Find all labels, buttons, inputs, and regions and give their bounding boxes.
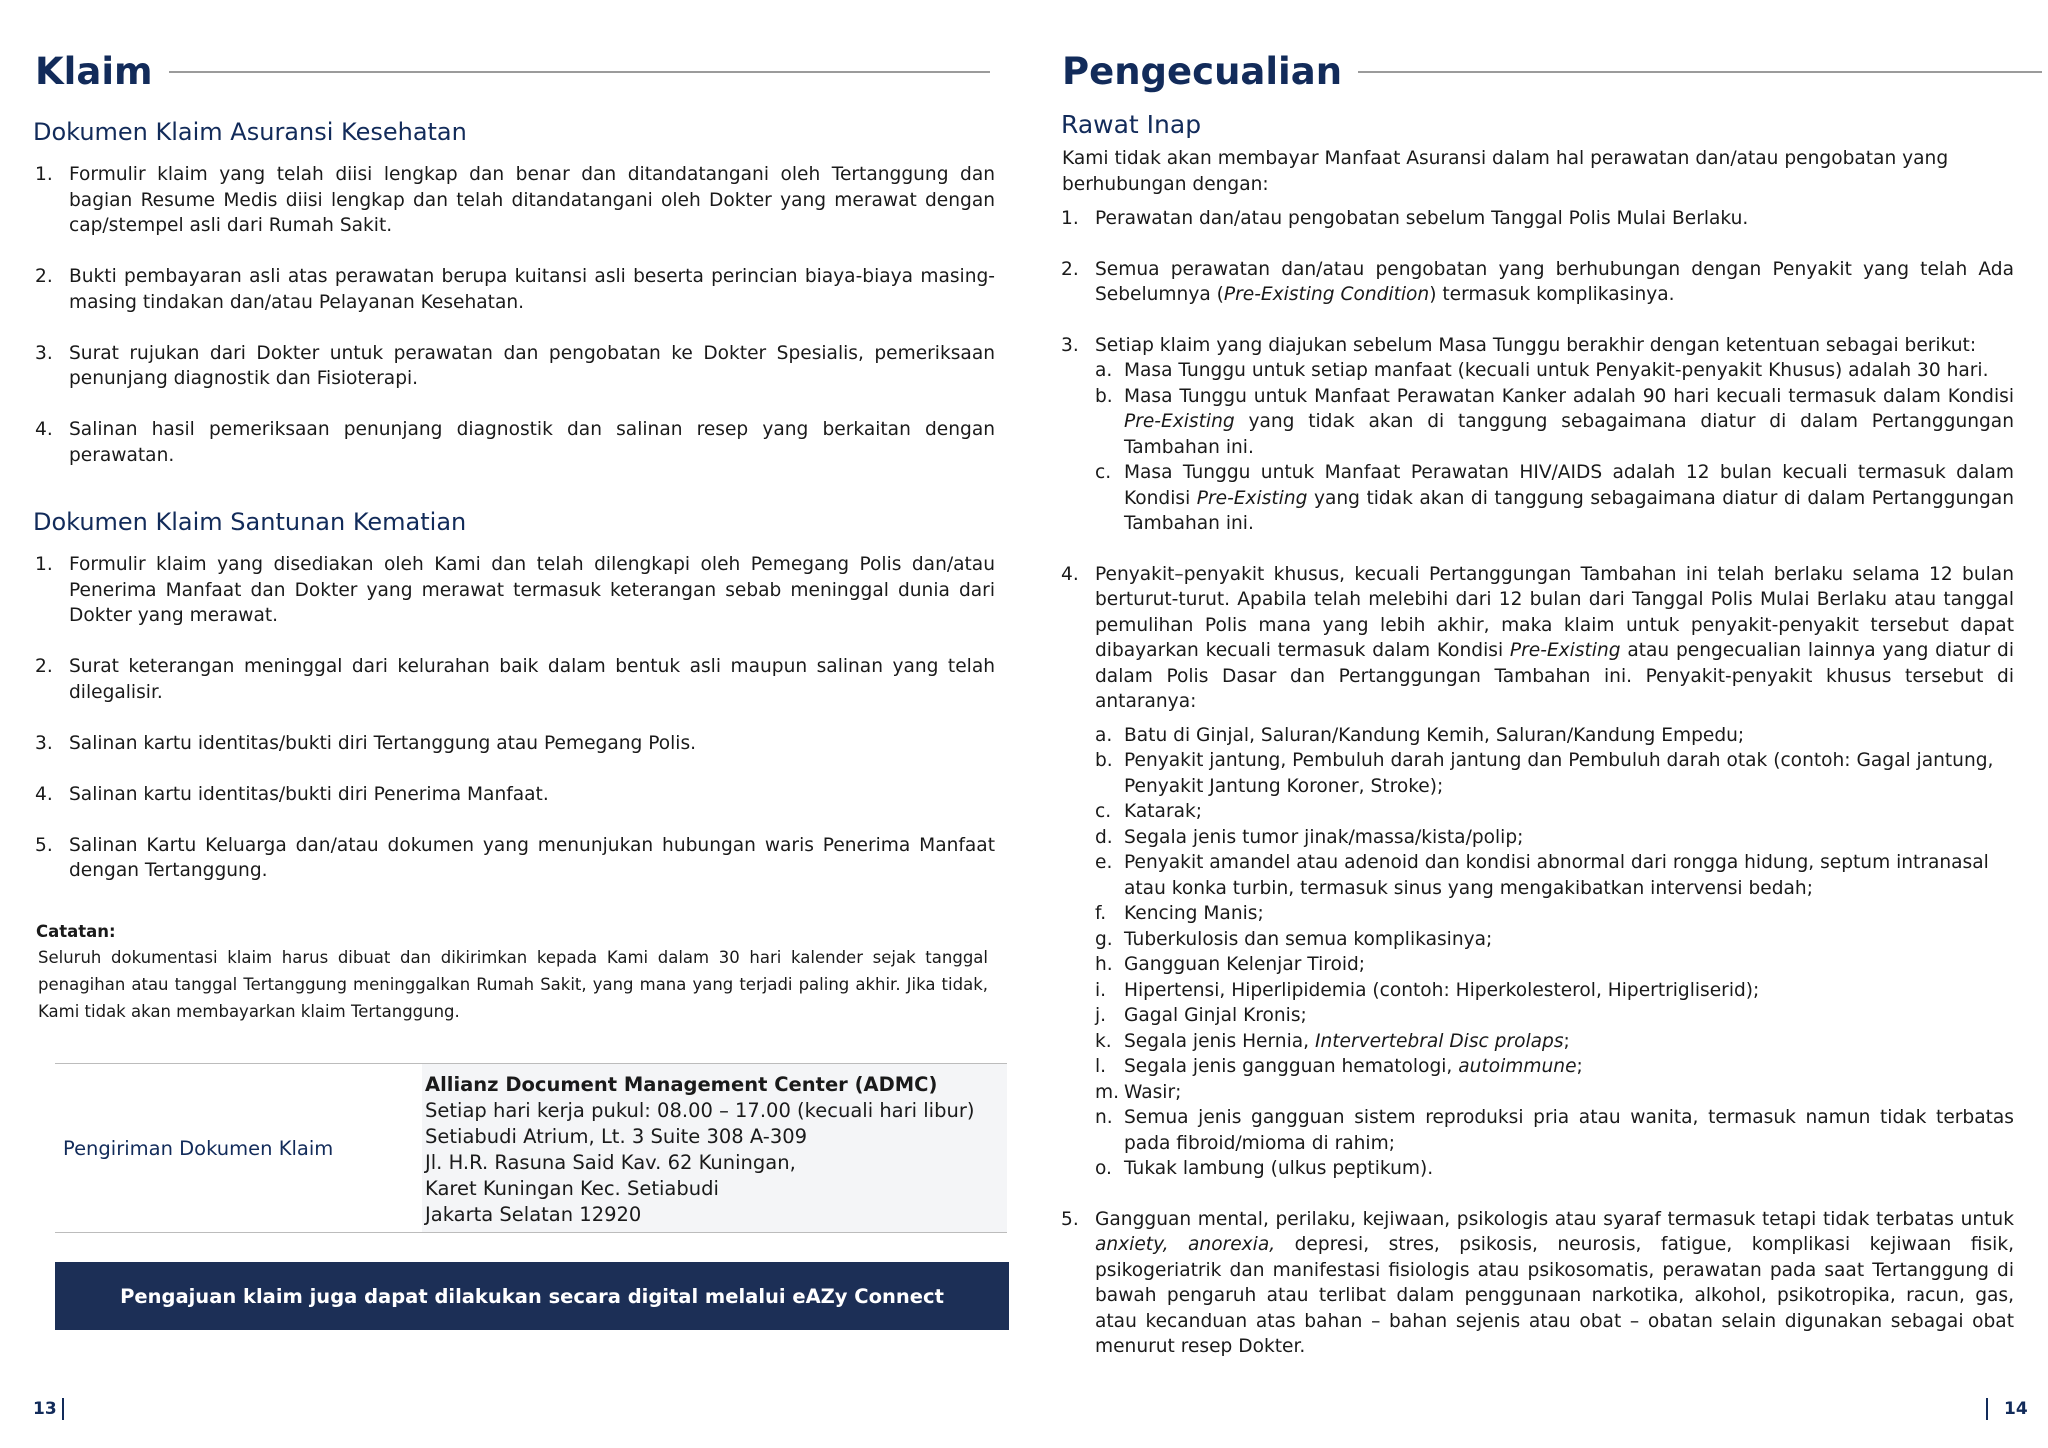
list-item: 4. Salinan kartu identitas/bukti diri Penerima Manfaat. xyxy=(35,783,549,805)
sub-list-item: m. Wasir; xyxy=(1095,1081,1182,1103)
waiting-period-sublist xyxy=(1095,358,2014,537)
page-title-row xyxy=(35,50,990,93)
admc-name: Allianz Document Management Center (ADMC) xyxy=(425,1073,938,1096)
address-line: Karet Kuningan Kec. Setiabudi xyxy=(425,1177,719,1200)
list-item: 3. Salinan kartu identitas/bukti diri Tertanggung atau Pemegang Polis. xyxy=(35,732,697,754)
title-divider xyxy=(169,71,990,73)
sub-list-item: b. Masa Tunggu untuk Manfaat Perawatan Kanker adalah 90 hari kecuali termasuk dalam Kondisi Pre-Existing yang tidak akan di tanggung sebagaimana diatur di dalam Pertanggungan Tambahan ini. xyxy=(1095,385,2014,458)
exclusion-intro: Kami tidak akan membayar Manfaat Asuransi dalam hal perawatan dan/atau pengobatan yang berhubungan dengan: xyxy=(1062,148,1949,195)
title-divider xyxy=(1358,71,2042,73)
sub-list-item: a. Masa Tunggu untuk setiap manfaat (kecuali untuk Penyakit-penyakit Khusus) adalah 30 hari. xyxy=(1095,360,1989,381)
exclusion-list xyxy=(1061,206,2014,1385)
address-line: Jl. H.R. Rasuna Said Kav. 62 Kuningan, xyxy=(425,1151,796,1174)
sub-list-item: c. Katarak; xyxy=(1095,801,1203,822)
page-title: Pengecualian xyxy=(1062,50,1343,93)
address-line: Setiabudi Atrium, Lt. 3 Suite 308 A-309 xyxy=(425,1125,808,1148)
page-number: 13 xyxy=(33,1399,57,1419)
list-item: 3. Setiap klaim yang diajukan sebelum Masa Tunggu berakhir dengan ketentuan sebagai berikut: a. Masa Tunggu untuk setiap manfaat (kecuali untuk Penyakit-penyakit Khusus) adalah 30 hari. b. Masa Tunggu untuk Manfaat Perawatan Kanker adalah 90 hari kecuali termasuk dalam Kondisi Pre-Existing yang tidak akan di tanggung sebagaimana diatur di dalam Pertanggungan Tambahan ini. c. Masa Tunggu untuk Manfaat Perawatan HIV/AIDS adalah 12 bulan kecuali termasuk dalam Kondisi Pre-Existing yang tidak akan di tanggung sebagaimana diatur di dalam Pertanggungan Tambahan ini. xyxy=(1061,333,2014,537)
address-line: Jakarta Selatan 12920 xyxy=(425,1203,642,1226)
note-label: Catatan: xyxy=(36,922,116,941)
list-item: 1. Formulir klaim yang disediakan oleh Kami dan telah dilengkapi oleh Pemegang Polis dan/atau Penerima Manfaat dan Dokter yang merawat termasuk keterangan sebab meninggal dunia dari Dokter yang merawat. xyxy=(35,554,995,626)
page-number-divider xyxy=(62,1398,64,1420)
health-claim-document-list xyxy=(35,162,995,494)
sub-list-item: h. Gangguan Kelenjar Tiroid; xyxy=(1095,954,1366,975)
sub-list-item: e. Penyakit amandel atau adenoid dan kondisi abnormal dari rongga hidung, septum intranasal atau konka turbin, termasuk sinus yang mengakibatkan intervensi bedah; xyxy=(1095,852,1989,899)
sub-list-item: g. Tuberkulosis dan semua komplikasinya; xyxy=(1095,928,1493,950)
digital-claim-banner: Pengajuan klaim juga dapat dilakukan secara digital melalui eAZy Connect xyxy=(55,1262,1009,1330)
page-number: 14 xyxy=(2004,1399,2028,1419)
sub-list-item: n. Semua jenis gangguan sistem reproduksi pria atau wanita, termasuk namun tidak terbatas pada fibroid/mioma di rahim; xyxy=(1095,1107,2014,1154)
sub-list-item: a. Batu di Ginjal, Saluran/Kandung Kemih, Saluran/Kandung Empedu; xyxy=(1095,724,1745,746)
sub-list-item: o. Tukak lambung (ulkus peptikum). xyxy=(1095,1158,1434,1179)
sub-list-item: f. Kencing Manis; xyxy=(1095,903,1264,924)
health-claim-section-title: Dokumen Klaim Asuransi Kesehatan xyxy=(33,118,467,146)
list-item: 1. Formulir klaim yang telah diisi lengkap dan benar dan ditandatangani oleh Tertanggung dan bagian Resume Medis diisi lengkap dan telah ditandatangani oleh Dokter yang merawat dengan cap/stempel asli dari Rumah Sakit. xyxy=(35,164,995,236)
list-item: 2. Surat keterangan meninggal dari kelurahan baik dalam bentuk asli maupun salinan yang telah dilegalisir. xyxy=(35,656,995,703)
list-item: 2. Bukti pembayaran asli atas perawatan berupa kuitansi asli beserta perincian biaya-biaya masing-masing tindakan dan/atau Pelayanan Kesehatan. xyxy=(35,266,995,313)
sub-list-item: b. Penyakit jantung, Pembuluh darah jantung dan Pembuluh darah otak (contoh: Gagal jantung, Penyakit Jantung Koroner, Stroke); xyxy=(1095,750,1994,797)
list-item: 3. Surat rujukan dari Dokter untuk perawatan dan pengobatan ke Dokter Spesialis, pemeriksaan penunjang diagnostik dan Fisioterapi. xyxy=(35,342,995,389)
list-item: 4. Penyakit–penyakit khusus, kecuali Pertanggungan Tambahan ini telah berlaku selama 12 bulan berturut-turut. Apabila telah melebihi dari 12 bulan dari Tanggal Polis Mulai Berlaku atau tanggal pemulihan Polis mana yang lebih akhir, maka klaim untuk penyakit-penyakit tersebut dapat dibayarkan kecuali termasuk dalam Kondisi Pre-Existing atau pengecualian lainnya yang diatur di dalam Polis Dasar dan Pertanggungan Tambahan ini. Penyakit-penyakit khusus tersebut di antaranya: a. Batu di Ginjal, Saluran/Kandung Kemih, Saluran/Kandung Empedu; b. Penyakit jantung, Pembuluh darah jantung dan Pembuluh darah otak (contoh: Gagal jantung, Penyakit Jantung Koroner, Stroke); c. Katarak; d. Segala jenis tumor jinak/massa/kista/polip; e. Penyakit amandel atau adenoid dan kondisi abnormal dari rongga hidung, septum intranasal atau konka turbin, termasuk sinus yang mengakibatkan intervensi bedah; f. Kencing Manis; g. Tuberkulosis dan semua komplikasinya; h. Gangguan Kelenjar Tiroid; i. Hipertensi, Hiperlipidemia (contoh: Hiperkolesterol, Hipertrigliserid); j. Gagal Ginjal Kronis; k. Segala jenis Hernia, Intervertebral Disc prolaps; l. Segala jenis gangguan hematologi, autoimmune; m. Wasir; n. Semua jenis gangguan sistem reproduksi pria atau wanita, termasuk namun tidak terbatas pada fibroid/mioma di rahim; o. Tukak lambung (ulkus peptikum). xyxy=(1061,562,2014,1182)
special-diseases-sublist xyxy=(1095,723,2014,1182)
list-item: 5. Gangguan mental, perilaku, kejiwaan, psikologis atau syaraf termasuk tetapi tidak terbatas untuk anxiety, anorexia, depresi, stres, psikosis, neurosis, fatigue, komplikasi kejiwaan fisik, psikogeriatrik dan manifestasi fisiologis atau psikosomatis, perawatan pada saat Tertanggung di bawah pengaruh atau terlibat dalam penggunaan narkotika, alkohol, psikotropika, racun, gas, atau kecanduan atas bahan – bahan sejenis atau obat – obatan selain digunakan sebagai obat menurut resep Dokter. xyxy=(1061,1208,2014,1357)
death-claim-section-title: Dokumen Klaim Santunan Kematian xyxy=(33,508,467,536)
sub-list-item: c. Masa Tunggu untuk Manfaat Perawatan HIV/AIDS adalah 12 bulan kecuali termasuk dalam Kondisi Pre-Existing yang tidak akan di tanggung sebagaimana diatur di dalam Pertanggungan Tambahan ini. xyxy=(1095,462,2014,534)
sub-list-item: d. Segala jenis tumor jinak/massa/kista/polip; xyxy=(1095,826,1524,848)
inpatient-section-title: Rawat Inap xyxy=(1061,110,1202,139)
list-item: 5. Salinan Kartu Keluarga dan/atau dokumen yang menunjukan hubungan waris Penerima Manfaat dengan Tertanggung. xyxy=(35,834,995,881)
list-item: 1. Perawatan dan/atau pengobatan sebelum Tanggal Polis Mulai Berlaku. xyxy=(1061,208,1749,229)
sub-list-item: i. Hipertensi, Hiperlipidemia (contoh: Hiperkolesterol, Hipertrigliserid); xyxy=(1095,979,1760,1001)
list-item: 4. Salinan hasil pemeriksaan penunjang diagnostik dan salinan resep yang berkaitan dengan perawatan. xyxy=(35,419,995,466)
sub-list-item: j. Gagal Ginjal Kronis; xyxy=(1095,1005,1307,1026)
note-text: Seluruh dokumentasi klaim harus dibuat dan dikirimkan kepada Kami dalam 30 hari kalender sejak tanggal penagihan atau tanggal Tertanggung meninggalkan Rumah Sakit, yang mana yang terjadi paling akhir. Jika tidak, Kami tidak akan membayarkan klaim Tertanggung. xyxy=(38,948,988,1021)
list-item: 2. Semua perawatan dan/atau pengobatan yang berhubungan dengan Penyakit yang telah Ada Sebelumnya (Pre-Existing Condition) termasuk komplikasinya. xyxy=(1061,258,2014,305)
sub-list-item: l. Segala jenis gangguan hematologi, autoimmune; xyxy=(1095,1056,1583,1077)
claim-delivery-label: Pengiriman Dokumen Klaim xyxy=(63,1136,334,1160)
page-title: Klaim xyxy=(35,50,153,93)
office-hours: Setiap hari kerja pukul: 08.00 – 17.00 (kecuali hari libur) xyxy=(425,1099,975,1122)
sub-list-item: k. Segala jenis Hernia, Intervertebral Disc prolaps; xyxy=(1095,1030,1570,1052)
page-number-divider xyxy=(1986,1398,1988,1420)
claim-delivery-address xyxy=(422,1064,1007,1232)
page-title-row xyxy=(1062,50,2042,93)
claim-delivery-table xyxy=(55,1063,1007,1233)
death-claim-document-list xyxy=(35,552,995,909)
